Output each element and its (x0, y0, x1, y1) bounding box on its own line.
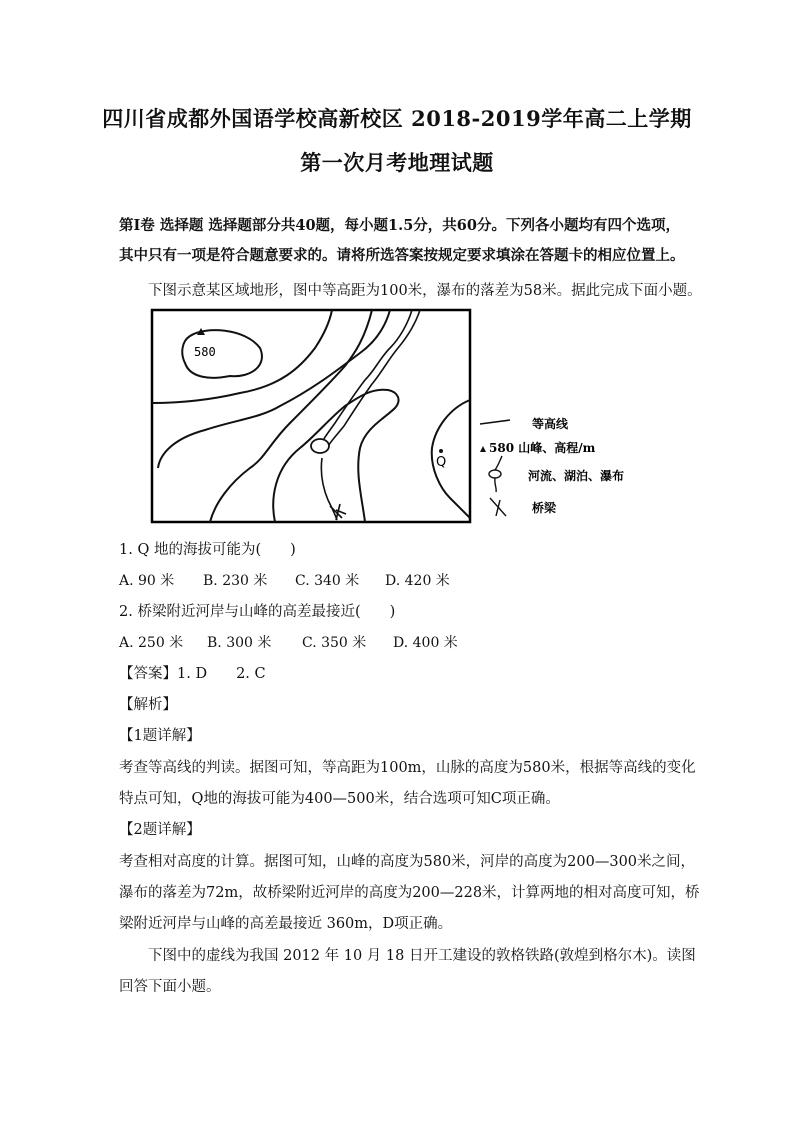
legend-contour-label: 等高线 (532, 417, 569, 431)
map-legend (480, 416, 624, 516)
instruction-line-2: 其中只有一项是符合题意要求的。请将所选答案按规定要求填涂在答题卡的相应位置上。 (119, 247, 685, 264)
legend-bridge-label: 桥梁 (532, 501, 557, 515)
detail-2-line-1: 考查相对高度的计算。据图可知，山峰的高度为580米，河岸的高度为200—300米之间， (119, 854, 696, 870)
detail-1-line-1: 考查等高线的判读。据图可知，等高距为100m，山脉的高度为580米，根据等高线的变化 (119, 760, 696, 776)
question-1-stem: 1. Q 地的海拔可能为( ) (119, 542, 296, 558)
q2-option-c: C. 350 米 (302, 635, 367, 651)
detail-2-title: 【2题详解】 (119, 822, 201, 838)
detail-2-line-2: 瀑布的落差为72m，故桥梁附近河岸的高度为200—228米，计算两地的相对高度可知，桥 (119, 885, 700, 901)
legend-bridge-symbol (490, 498, 506, 516)
legend-peak-label: 580 山峰、高程/m (489, 441, 596, 455)
legend-peak-symbol (480, 446, 486, 452)
point-q-marker (439, 449, 443, 453)
legend-contour-symbol (480, 420, 510, 424)
question-2-stem: 2. 桥梁附近河岸与山峰的高差最接近( ) (119, 604, 396, 620)
contour-lines (152, 310, 470, 522)
q2-option-a: A. 250 米 (119, 635, 184, 651)
detail-1-line-2: 特点可知，Q地的海拔可能为400—500米，结合选项可知C项正确。 (119, 791, 560, 807)
legend-river-label: 河流、湖泊、瀑布 (528, 469, 625, 483)
bridge-symbol (330, 504, 346, 520)
intro-2-line-1: 下图中的虚线为我国 2012 年 10 月 18 日开工建设的敦格铁路(敦煌到格尔木)。读图 (148, 948, 696, 964)
topographic-map (150, 308, 650, 528)
lake (311, 439, 329, 453)
peak-elevation-label: 580 (194, 345, 216, 359)
point-q-label: Q (436, 455, 447, 470)
q1-option-d: D. 420 米 (385, 573, 450, 589)
q2-option-d: D. 400 米 (393, 635, 458, 651)
map-frame (152, 310, 470, 522)
detail-2-line-3: 梁附近河岸与山峰的高差最接近 360m，D项正确。 (119, 916, 453, 932)
instruction-line-1: 第Ⅰ卷 选择题 选择题部分共40题，每小题1.5分，共60分。下列各小题均有四个选项， (119, 217, 680, 234)
analysis-title: 【解析】 (119, 697, 177, 713)
intro-2-line-2: 回答下面小题。 (119, 979, 221, 995)
q1-option-a: A. 90 米 (119, 573, 175, 589)
title-line-1: 四川省成都外国语学校高新校区 2018-2019学年高二上学期 (102, 106, 692, 131)
legend-river-symbol (489, 456, 502, 492)
q1-option-c: C. 340 米 (295, 573, 360, 589)
q2-option-b: B. 300 米 (207, 635, 272, 651)
intro-paragraph: 下图示意某区域地形，图中等高距为100米，瀑布的落差为58米。据此完成下面小题。 (148, 283, 702, 299)
answer-line: 【答案】1. D 2. C (119, 666, 266, 682)
detail-1-title: 【1题详解】 (119, 728, 201, 744)
title-line-2: 第一次月考地理试题 (300, 150, 494, 175)
q1-option-b: B. 230 米 (203, 573, 268, 589)
